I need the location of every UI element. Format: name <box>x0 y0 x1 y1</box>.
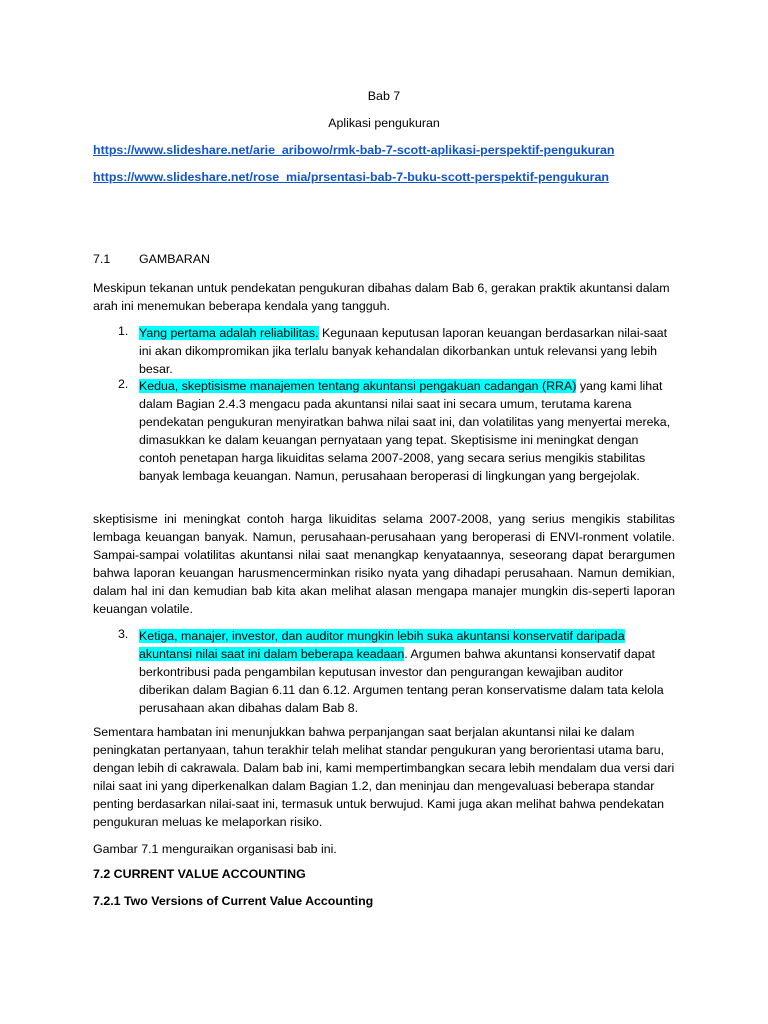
figure-note: Gambar 7.1 menguraikan organisasi bab ini. <box>93 842 337 856</box>
section-number: 7.1 <box>93 252 111 266</box>
list-item-number: 2. <box>118 377 129 391</box>
list-item <box>139 377 675 485</box>
slideshare-link-2[interactable]: https://www.slideshare.net/rose_mia/prsentasi-bab-7-buku-scott-perspektif-pengukuran <box>93 170 609 184</box>
list-item <box>139 627 675 717</box>
section-7-2-1-heading: 7.2.1 Two Versions of Current Value Accounting <box>93 894 374 908</box>
highlighted-text: Kedua, skeptisisme manajemen tentang akuntansi pengakuan cadangan (RRA) <box>139 379 577 393</box>
list-item <box>139 324 675 378</box>
list-item-text: Kegunaan keputusan laporan keuangan berdasarkan nilai-saat ini akan dikompromikan jika terlalu banyak kehandalan dikorbankan untuk relevansi yang lebih besar. <box>139 326 668 376</box>
chapter-title: Bab 7 <box>367 89 401 103</box>
list-item-number: 3. <box>118 627 129 641</box>
list-item-text: yang kami lihat dalam Bagian 2.4.3 mengacu pada akuntansi nilai saat ini secara umum, terutama karena pendekatan pengukuran menyiratkan bahwa nilai saat ini, dan volatilitas yang menyertai mereka, dimasukkan ke dalam keuangan pernyataan yang tepat. Skeptisisme ini meningkat dengan contoh penetapan harga likuiditas selama 2007-2008, yang secara serius mengikis stabilitas banyak lembaga keuangan. Namun, perusahaan beroperasi di lingkungan yang bergejolak. <box>139 379 671 483</box>
closing-paragraph: Sementara hambatan ini menunjukkan bahwa perpanjangan saat berjalan akuntansi nilai ke dalam peningkatan pertanyaan, tahun terakhir telah melihat standar pengukuran yang berorientasi utama baru, dengan lebih di cakrawala. Dalam bab ini, kami mempertimbangkan secara lebih mendalam dua versi dari nilai saat ini yang diperkenalkan dalam Bagian 1.2, dan meninjau dan mengevaluasi beberapa standar penting berdasarkan nilai-saat ini, termasuk untuk berwujud. Kami juga akan melihat bahwa pendekatan pengukuran meluas ke melaporkan risiko. <box>93 725 675 829</box>
highlighted-text: Yang pertama adalah reliabilitas. <box>139 326 319 340</box>
slideshare-link-1[interactable]: https://www.slideshare.net/arie_aribowo/rmk-bab-7-scott-aplikasi-perspektif-pengukuran <box>93 143 615 157</box>
middle-paragraph: skeptisisme ini meningkat contoh harga likuiditas selama 2007-2008, yang serius mengikis stabilitas lembaga keuangan banyak. Namun, perusahaan-perusahaan yang beroperasi di ENVI-ronment volatile. Sampai-sampai volatilitas akuntansi nilai saat menangkap kenyataannya, seseorang dapat berargumen bahwa laporan keuangan harusmencerminkan risiko nyata yang dihadapi perusahaan. Namun demikian, dalam hal ini dan kemudian bab kita akan melihat alasan mengapa manajer mungkin dis-seperti laporan keuangan volatile. <box>93 512 675 616</box>
list-item-text: . Argumen bahwa akuntansi konservatif dapat berkontribusi pada pengambilan keputusan investor dan pengurangan kewajiban auditor diberikan dalam Bagian 6.11 dan 6.12. Argumen tentang peran konservatisme dalam tata kelola perusahaan akan dibahas dalam Bab 8. <box>139 647 664 715</box>
list-item-number: 1. <box>118 324 129 338</box>
chapter-subtitle: Aplikasi pengukuran <box>328 116 440 130</box>
section-title: GAMBARAN <box>139 252 210 266</box>
intro-paragraph: Meskipun tekanan untuk pendekatan pengukuran dibahas dalam Bab 6, gerakan praktik akuntansi dalam arah ini menemukan beberapa kendala yang tangguh. <box>93 281 670 313</box>
highlighted-text: Ketiga, manajer, investor, dan auditor mungkin lebih suka akuntansi konservatif daripada akuntansi nilai saat ini dalam beberapa keadaan <box>139 629 625 661</box>
section-7-2-heading: 7.2 CURRENT VALUE ACCOUNTING <box>93 867 306 881</box>
